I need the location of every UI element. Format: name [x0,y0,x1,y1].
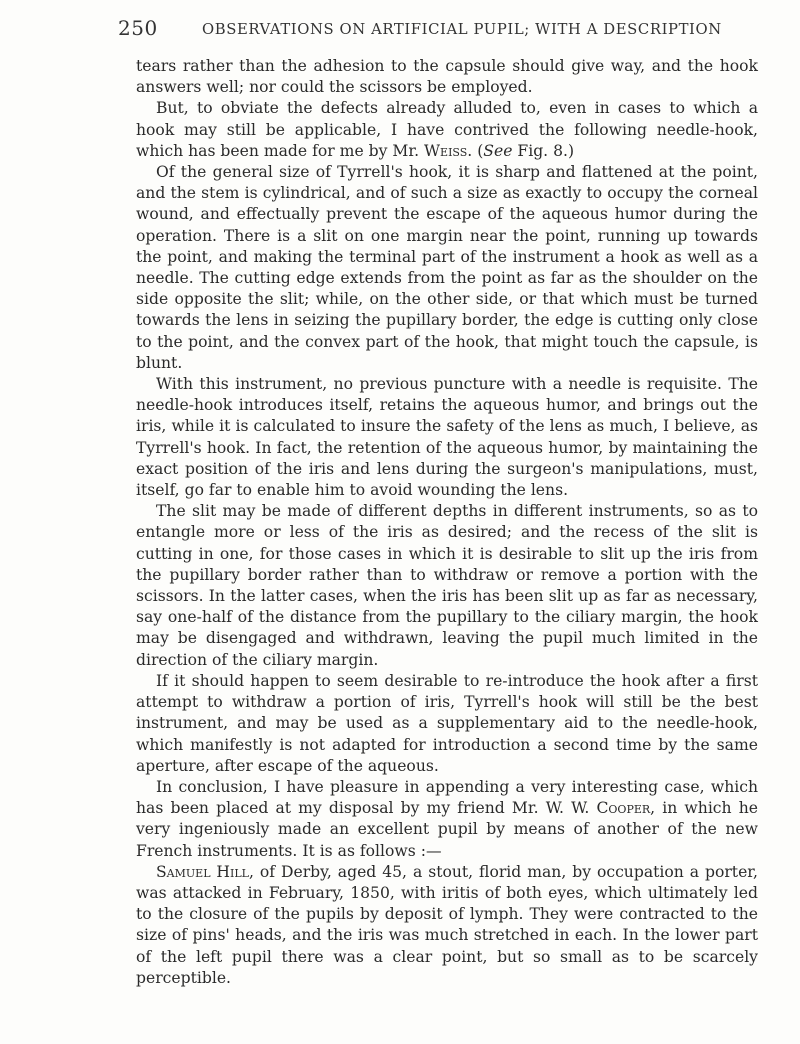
paragraph-1 [136,56,758,98]
cross-reference: See [483,141,513,160]
paragraph-text: But, to obviate the defects already alluded to, even in cases to which a hook may still be applicable, I have contrived the following needle-hook, which has been made for me by Mr. [136,99,758,160]
person-name: Weiss [424,141,468,160]
paragraph-text: Of the general size of Tyrrell's hook, it is sharp and flattened at the point, and the stem is cylindrical, and of such a size as exactly to occupy the corneal wound, and effectually prevent the escape of the aqueous humor during the operation. There is a slit on one margin near the point, running up towards the point, and making the terminal part of the instrument a hook as well as a needle. The cutting edge extends from the point as far as the shoulder on the side opposite the slit; while, on the other side, or that which must be turned towards the lens in seizing the pupillary border, the edge is cutting only close to the point, and the convex part of the hook, that might touch the capsule, is blunt. [136,163,758,372]
paragraph-text: With this instrument, no previous puncture with a needle is requisite. The needle-hook introduces itself, retains the aqueous humor, and brings out the iris, while it is calculated to insure the safety of the lens as much, I believe, as Tyrrell's hook. In fact, the retention of the aqueous humor, by maintaining the exact position of the iris and lens during the surgeon's manipulations, must, itself, go far to enable him to avoid wounding the lens. [136,375,758,500]
paragraph-7 [136,777,758,862]
page-number: 250 [118,16,158,40]
paragraph-4 [136,374,758,501]
paragraph-text: . ( [467,141,484,160]
paragraph-text: The slit may be made of different depths in different instruments, so as to entangle more or less of the iris as desired; and the recess of the slit is cutting in one, for those cases in which it is desirable to slit up the iris from the pupillary border rather than to withdraw or remove a portion with the scissors. In the latter cases, when the iris has been slit up as far as necessary, say one-half of the distance from the pupillary to the ciliary margin, the hook may be disengaged and withdrawn, leaving the pupil much limited in the direction of the ciliary margin. [136,502,758,669]
paragraph-5 [136,501,758,671]
paragraph-text: , in which he very ingeniously made an excellent pupil by means of another of the new French instruments. It is as follows :— [136,799,758,860]
person-name: Samuel Hill [156,862,249,881]
paragraph-text: tears rather than the adhesion to the capsule should give way, and the hook answers well; nor could the scissors be employed. [136,57,758,97]
paragraph-3 [136,162,758,374]
paragraph-text: If it should happen to seem desirable to re-introduce the hook after a first attempt to withdraw a portion of iris, Tyrrell's hook will still be the best instrument, and may be used as a supplementary aid to the needle-hook, which manifestly is not adapted for introduction a second time by the same aperture, after escape of the aqueous. [136,671,758,775]
running-head [118,16,758,42]
running-title: OBSERVATIONS ON ARTIFICIAL PUPIL; WITH A DESCRIPTION [202,21,722,38]
paragraph-2 [136,98,758,162]
paragraph-text: In conclusion, I have pleasure in appending a very interesting case, which has been placed at my disposal by my friend Mr. W. W. [136,777,758,818]
paragraph-6 [136,671,758,777]
paragraph-8 [136,862,758,989]
body-text [136,56,758,989]
person-name: Cooper [596,799,651,818]
paragraph-text: , of Derby, aged 45, a stout, florid man, by occupation a porter, was attacked in February, 1850, with iritis of both eyes, which ultimately led to the closure of the pupils by deposit of lymph. They were contracted to the size of pins' heads, and the iris was much stretched in each. In the lower part of the left pupil there was a clear point, but so small as to be scarcely perceptible. [136,862,759,987]
paragraph-text: Fig. 8.) [512,141,575,160]
